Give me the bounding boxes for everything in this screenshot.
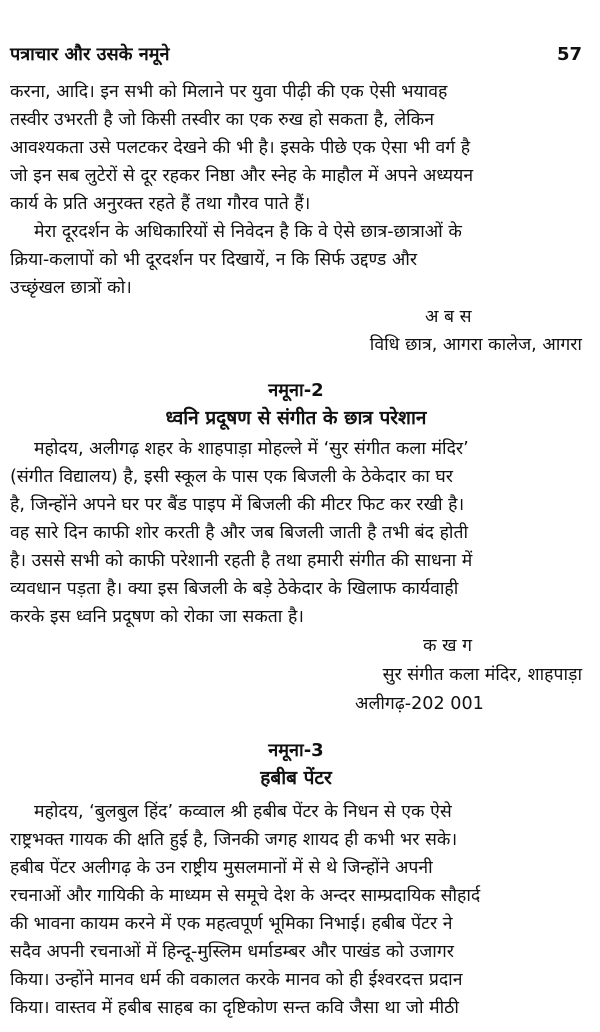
text-line: है, जिन्होंने अपने घर पर बैंड पाइप में बिजली की मीटर फिट कर रखी है। <box>10 495 465 515</box>
chapter-title: पत्राचार और उसके नमूने <box>10 44 170 65</box>
document-page <box>10 0 582 1032</box>
text-line: महोदय, अलीगढ़ शहर के शाहपाड़ा मोहल्ले में ‘सुर संगीत कला मंदिर’ <box>34 439 469 459</box>
sample-2-body <box>10 435 582 631</box>
text-line: किया। उन्होंने मानव धर्म की वकालत करके मानव को ही ईश्वरदत्त प्रदान <box>10 970 463 990</box>
text-line: सदैव अपनी रचनाओं में हिन्दू-मुस्लिम धर्माडम्बर और पाखंड को उजागर <box>10 942 454 962</box>
text-line: आवश्यकता उसे पलटकर देखने की भी है। इसके पीछे एक ऐसा भी वर्ग है <box>10 138 471 158</box>
signature-name-1: अ ब स <box>425 307 472 327</box>
text-line: है। उससे सभी को काफी परेशानी रहती है तथा हमारी संगीत की साधना में <box>10 551 473 571</box>
text-line: करना, आदि। इन सभी को मिलाने पर युवा पीढ़ी की एक ऐसी भयावह <box>10 82 448 102</box>
paragraph-2 <box>10 218 582 302</box>
sample-3-body <box>10 798 582 1022</box>
text-line: व्यवधान पड़ता है। क्या इस बिजली के बड़े ठेकेदार के खिलाफ कार्यवाही <box>10 579 459 599</box>
text-line: महोदय, ‘बुलबुल हिंद’ कव्वाल श्री हबीब पेंटर के निधन से एक ऐसे <box>34 802 452 822</box>
sample-3-title: हबीब पेंटर <box>260 767 332 789</box>
text-line: (संगीत विद्यालय) है, इसी स्कूल के पास एक बिजली के ठेकेदार का घर <box>10 467 453 487</box>
text-line: की भावना कायम करने में एक महत्वपूर्ण भूमिका निभाई। हबीब पेंटर ने <box>10 914 453 934</box>
text-line: जो इन सब लुटेरों से दूर रहकर निष्ठा और स्नेह के माहौल में अपने अध्ययन <box>10 166 474 186</box>
signature-name-2: क ख ग <box>423 636 472 656</box>
text-line: राष्ट्रभक्त गायक की क्षति हुई है, जिनकी जगह शायद ही कभी भर सके। <box>10 830 458 850</box>
paragraph-1 <box>10 78 582 218</box>
text-line: उच्छृंखल छात्रों को। <box>10 278 132 298</box>
running-header <box>10 42 582 66</box>
sample-2-number: नमूना-2 <box>268 380 324 401</box>
text-line: क्रिया-कलापों को भी दूरदर्शन पर दिखायें, न कि सिर्फ उद्दण्ड और <box>10 250 418 270</box>
page-number: 57 <box>556 44 582 65</box>
text-line: मेरा दूरदर्शन के अधिकारियों से निवेदन है कि वे ऐसे छात्र-छात्राओं के <box>34 222 462 242</box>
signature-address-1: विधि छात्र, आगरा कालेज, आगरा <box>369 335 582 355</box>
signature-address-2: सुर संगीत कला मंदिर, शाहपाड़ा <box>382 665 582 685</box>
text-line: तस्वीर उभरती है जो किसी तस्वीर का एक रुख हो सकता है, लेकिन <box>10 110 434 130</box>
text-line: हबीब पेंटर अलीगढ़ के उन राष्ट्रीय मुसलमानों में से थे जिन्होंने अपनी <box>10 858 433 878</box>
sample-2-title: ध्वनि प्रदूषण से संगीत के छात्र परेशान <box>165 407 427 429</box>
text-line: किया। वास्तव में हबीब साहब का दृष्टिकोण सन्त कवि जैसा था जो मीठी <box>10 998 459 1018</box>
signature-city-2: अलीगढ़-202 001 <box>355 694 484 714</box>
text-line: वह सारे दिन काफी शोर करती है और जब बिजली जाती है तभी बंद होती <box>10 523 469 543</box>
text-line: रचनाओं और गायिकी के माध्यम से समूचे देश के अन्दर साम्प्रदायिक सौहार्द <box>10 886 481 906</box>
text-line: कार्य के प्रति अनुरक्त रहते हैं तथा गौरव पाते हैं। <box>10 194 311 214</box>
sample-3-number: नमूना-3 <box>268 740 324 761</box>
text-line: करके इस ध्वनि प्रदूषण को रोका जा सकता है। <box>10 607 304 627</box>
